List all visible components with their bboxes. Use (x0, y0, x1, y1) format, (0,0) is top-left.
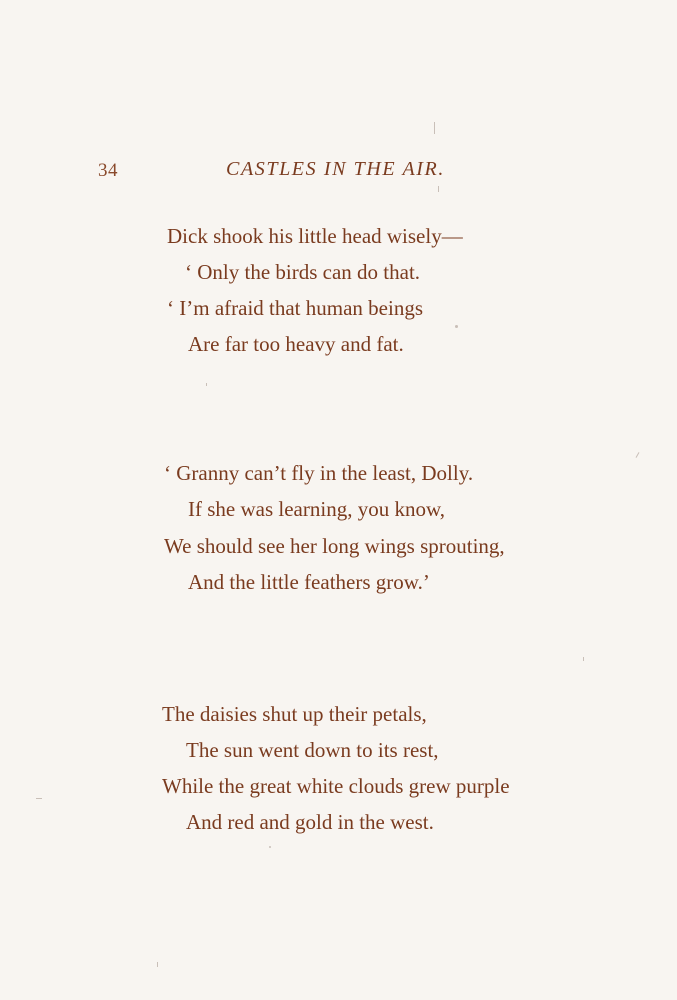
poem-line: The sun went down to its rest, (186, 738, 439, 762)
paper-speck (36, 798, 42, 799)
paper-speck (157, 962, 158, 967)
poem-line: ‘ Granny can’t fly in the least, Dolly. (164, 461, 474, 485)
poem-line: Dick shook his little head wisely— (167, 224, 463, 248)
paper-speck (206, 383, 207, 386)
poem-line: And red and gold in the west. (186, 810, 434, 834)
poem-line: We should see her long wings sprouting, (164, 534, 505, 558)
paper-speck (636, 452, 640, 458)
poem-line: ‘ Only the birds can do that. (185, 260, 421, 284)
paper-speck (438, 186, 439, 192)
poem-line: ‘ I’m afraid that human beings (167, 296, 423, 320)
paper-speck (455, 325, 458, 328)
paper-speck (583, 657, 584, 661)
paper-speck (269, 846, 271, 848)
page-number: 34 (98, 160, 118, 181)
poem-line: Are far too heavy and fat. (188, 332, 404, 356)
running-title: CASTLES IN THE AIR. (226, 158, 445, 180)
poem-line: The daisies shut up their petals, (162, 702, 427, 726)
poem-line: While the great white clouds grew purple (162, 774, 510, 798)
poem-line: If she was learning, you know, (188, 497, 445, 521)
paper-speck (434, 122, 435, 134)
poem-line: And the little feathers grow.’ (188, 570, 430, 594)
